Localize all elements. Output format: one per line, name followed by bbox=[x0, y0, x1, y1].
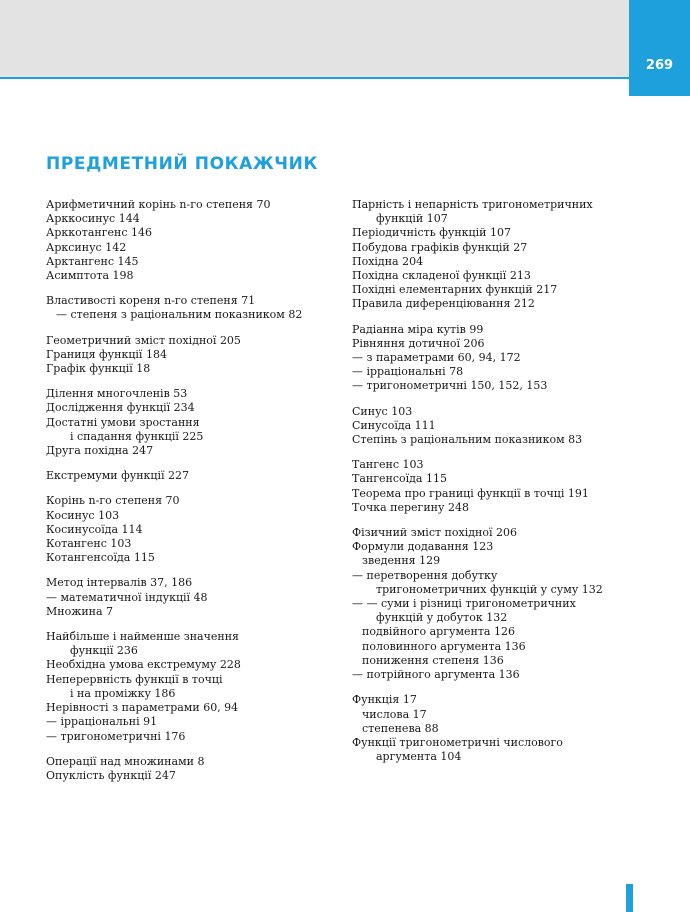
index-entry: Періодичність функцій 107 bbox=[352, 226, 511, 240]
index-group bbox=[352, 526, 620, 682]
index-entry: Котангенс 103 bbox=[46, 537, 132, 551]
index-entry: функції 236 bbox=[70, 644, 138, 658]
index-entry: Необхідна умова екстремуму 228 bbox=[46, 658, 241, 672]
index-entry: Похідна складеної функції 213 bbox=[352, 269, 531, 283]
index-group bbox=[46, 198, 336, 283]
index-entry: Побудова графіків функцій 27 bbox=[352, 240, 528, 254]
index-entry: Рівняння дотичної 206 bbox=[352, 336, 485, 350]
index-entry: Корінь n-го степеня 70 bbox=[46, 494, 180, 508]
page-number: 269 bbox=[645, 58, 674, 73]
index-entry: Функція 17 bbox=[352, 693, 417, 707]
index-entry: Точка перегину 248 bbox=[352, 500, 469, 514]
index-entry: Арккосинус 144 bbox=[46, 212, 140, 226]
index-entry: — ірраціональні 91 bbox=[46, 715, 158, 729]
index-entry: — математичної індукції 48 bbox=[46, 590, 208, 604]
index-entry: Множина 7 bbox=[46, 604, 114, 618]
index-entry: степенева 88 bbox=[362, 721, 439, 735]
index-group bbox=[46, 294, 336, 322]
index-entry: тригонометричних функцій у суму 132 bbox=[376, 582, 603, 596]
index-entry: — тригонометричні 150, 152, 153 bbox=[352, 379, 548, 393]
index-group bbox=[46, 576, 336, 619]
index-group bbox=[352, 458, 620, 515]
index-entry: Арктангенс 145 bbox=[46, 254, 139, 268]
index-entry: — — суми і різниці тригонометричних bbox=[352, 597, 576, 611]
side-marker bbox=[626, 884, 633, 912]
index-entry: Тангенсоїда 115 bbox=[352, 472, 447, 486]
index-entry: Границя функції 184 bbox=[46, 347, 167, 361]
index-entry: Правила диференціювання 212 bbox=[352, 297, 535, 311]
header-rule bbox=[0, 77, 629, 79]
index-group bbox=[46, 630, 336, 744]
index-entry: Тангенс 103 bbox=[352, 458, 424, 472]
index-entry: Синус 103 bbox=[352, 404, 413, 418]
index-entry: — тригонометричні 176 bbox=[46, 729, 186, 743]
index-entry: Функції тригонометричні числового bbox=[352, 735, 563, 749]
index-entry: — з параметрами 60, 94, 172 bbox=[352, 351, 521, 365]
index-entry: Нерівності з параметрами 60, 94 bbox=[46, 701, 239, 715]
index-entry: і спадання функції 225 bbox=[70, 429, 204, 443]
index-entry: Арксинус 142 bbox=[46, 240, 127, 254]
index-entry: і на проміжку 186 bbox=[70, 686, 176, 700]
index-entry: — ірраціональні 78 bbox=[352, 365, 464, 379]
index-entry: функцій 107 bbox=[376, 212, 448, 226]
index-entry: Радіанна міра кутів 99 bbox=[352, 322, 484, 336]
index-entry: Косинусоїда 114 bbox=[46, 522, 143, 536]
index-group bbox=[46, 755, 336, 783]
index-entry: зведення 129 bbox=[362, 554, 441, 568]
index-entry: Степінь з раціональним показником 83 bbox=[352, 433, 583, 447]
index-entry: — перетворення добутку bbox=[352, 568, 498, 582]
index-entry: Фізичний зміст похідної 206 bbox=[352, 526, 517, 540]
index-group bbox=[46, 469, 336, 483]
index-entry: Похідна 204 bbox=[352, 254, 424, 268]
index-entry: Арккотангенс 146 bbox=[46, 226, 152, 240]
index-entry: функцій у добуток 132 bbox=[376, 611, 508, 625]
index-entry: — степеня з раціональним показником 82 bbox=[56, 308, 303, 322]
index-entry: Асимптота 198 bbox=[46, 269, 134, 283]
index-entry: Екстремуми функції 227 bbox=[46, 469, 190, 483]
index-entry: Парність і непарність тригонометричних bbox=[352, 198, 593, 211]
index-entry: аргумента 104 bbox=[376, 750, 462, 764]
index-entry: Достатні умови зростання bbox=[46, 415, 200, 429]
index-column-left bbox=[46, 198, 336, 794]
index-entry: Косинус 103 bbox=[46, 508, 120, 522]
index-entry: Графік функції 18 bbox=[46, 362, 151, 376]
index-group bbox=[46, 387, 336, 458]
index-group bbox=[352, 405, 620, 448]
header-band bbox=[0, 0, 629, 77]
index-title: ПРЕДМЕТНИЙ ПОКАЖЧИК bbox=[46, 154, 318, 174]
index-group bbox=[352, 198, 620, 312]
index-entry: Формули додавання 123 bbox=[352, 540, 494, 554]
index-group bbox=[46, 494, 336, 565]
index-entry: Геометричний зміст похідної 205 bbox=[46, 333, 241, 347]
index-entry: Дослідження функції 234 bbox=[46, 401, 195, 415]
index-entry: пониження степеня 136 bbox=[362, 653, 504, 667]
index-entry: Операції над множинами 8 bbox=[46, 754, 205, 768]
index-entry: подвійного аргумента 126 bbox=[362, 625, 515, 639]
index-entry: — потрійного аргумента 136 bbox=[352, 668, 520, 682]
page-number-tab bbox=[629, 0, 690, 96]
index-entry: Найбільше і найменше значення bbox=[46, 630, 239, 644]
index-entry: Теорема про границі функції в точці 191 bbox=[352, 486, 589, 500]
index-entry: Метод інтервалів 37, 186 bbox=[46, 576, 193, 590]
index-entry: числова 17 bbox=[362, 707, 427, 721]
index-entry: Котангенсоїда 115 bbox=[46, 551, 155, 565]
index-entry: Опуклість функції 247 bbox=[46, 768, 176, 782]
index-entry: Властивості кореня n-го степеня 71 bbox=[46, 294, 256, 308]
index-group bbox=[352, 693, 620, 764]
index-entry: Ділення многочленів 53 bbox=[46, 387, 188, 401]
index-entry: Неперервність функції в точці bbox=[46, 672, 223, 686]
index-entry: Друга похідна 247 bbox=[46, 444, 154, 458]
index-group bbox=[352, 323, 620, 394]
index-entry: Арифметичний корінь n-го степеня 70 bbox=[46, 198, 271, 211]
index-column-right bbox=[352, 198, 620, 775]
index-entry: Синусоїда 111 bbox=[352, 418, 436, 432]
index-entry: половинного аргумента 136 bbox=[362, 639, 526, 653]
index-group bbox=[46, 334, 336, 377]
index-entry: Похідні елементарних функцій 217 bbox=[352, 283, 558, 297]
